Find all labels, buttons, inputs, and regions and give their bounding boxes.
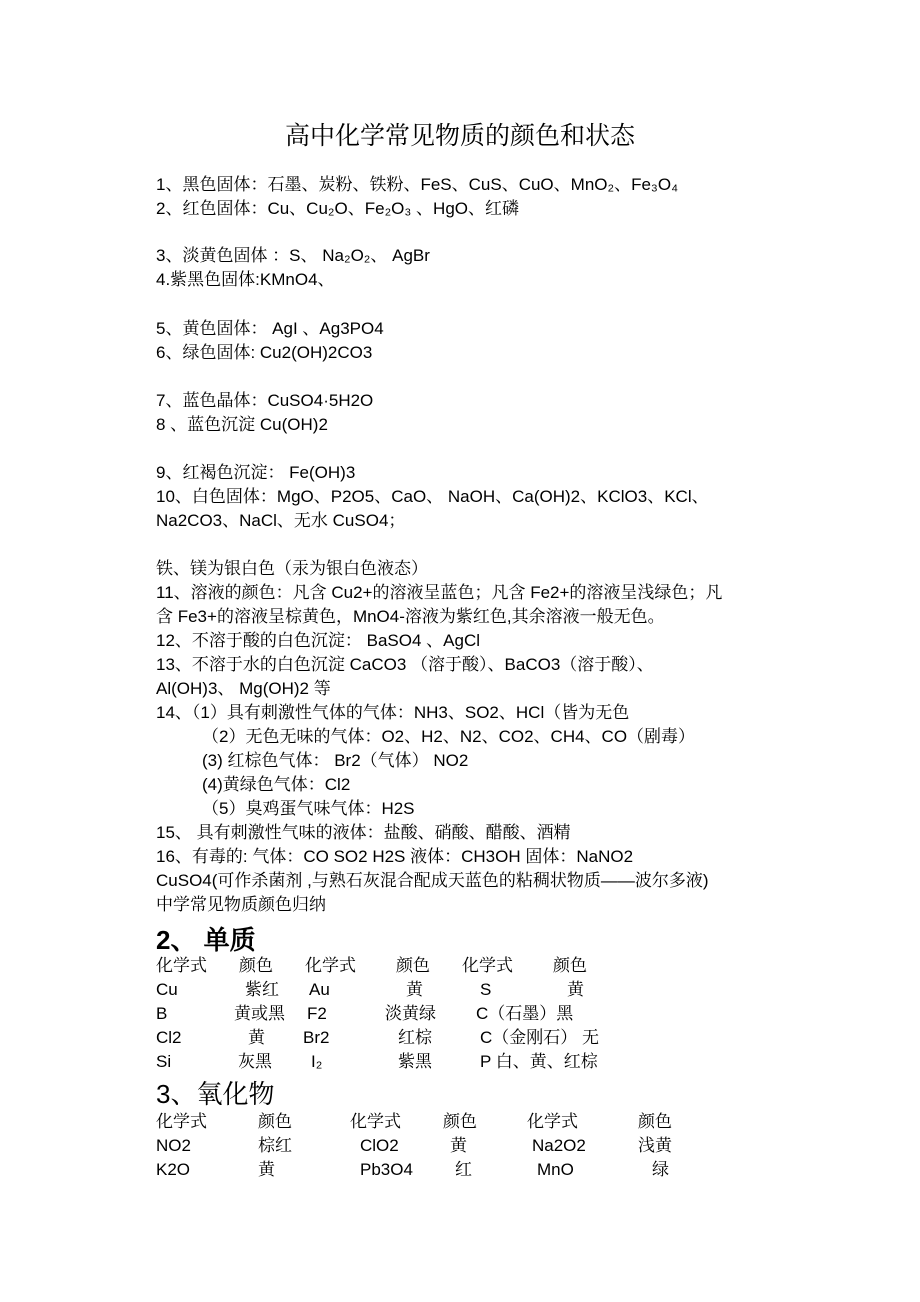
table-cell: F2: [307, 1004, 327, 1023]
table-cell: I₂: [311, 1052, 323, 1071]
text-line-13b: Al(OH)3、 Mg(OH)2 等: [156, 679, 331, 698]
table-header: 化学式: [462, 956, 513, 975]
table-header: 颜色: [553, 956, 587, 975]
text-line-15: 15、 具有刺激性气味的液体：盐酸、硝酸、醋酸、酒精: [156, 823, 571, 842]
table-cell: Au: [309, 980, 330, 999]
text-line-5: 5、黄色固体： AgI 、Ag3PO4: [156, 319, 384, 338]
text-line-14c: (3) 红棕色气体： Br2（气体） NO2: [202, 751, 469, 770]
table-header: 化学式: [305, 956, 356, 975]
table-header: 化学式: [350, 1112, 401, 1131]
table-cell: 黄: [567, 980, 584, 999]
text-line-10a: 10、白色固体：MgO、P2O5、CaO、 NaOH、Ca(OH)2、KClO3、KCl、: [156, 487, 709, 506]
text-line-7: 7、蓝色晶体：CuSO4·5H2O: [156, 391, 374, 410]
table-cell: 黄或黑: [234, 1004, 285, 1023]
table-header: 颜色: [239, 956, 273, 975]
table-cell: K2O: [156, 1160, 191, 1179]
table-header: 颜色: [396, 956, 430, 975]
text-line-14a: 14、（1）具有刺激性气体的气体：NH3、SO2、HCl（皆为无色: [156, 703, 630, 722]
table-cell: 黄: [248, 1028, 265, 1047]
section-2-heading: 2、 单质: [156, 925, 256, 955]
text-line-6: 6、绿色固体: Cu2(OH)2CO3: [156, 343, 373, 362]
table-cell: 红: [455, 1160, 472, 1179]
table-cell: MnO: [537, 1160, 574, 1179]
table-cell: 黄: [406, 980, 423, 999]
table-header: 颜色: [443, 1112, 477, 1131]
table-cell: 灰黑: [238, 1052, 272, 1071]
table-cell: 紫红: [245, 980, 279, 999]
table-cell: 绿: [652, 1160, 669, 1179]
table-cell: Br2: [303, 1028, 330, 1047]
table-cell: 黄: [450, 1136, 467, 1155]
table-cell: B: [156, 1004, 168, 1023]
table-cell: C（金刚石） 无: [480, 1028, 599, 1047]
text-line-1: 1、黑色固体：石墨、炭粉、铁粉、FeS、CuS、CuO、MnO₂、Fe₃O₄: [156, 175, 679, 194]
table-cell: 黄: [258, 1160, 275, 1179]
text-line-8: 8 、蓝色沉淀 Cu(OH)2: [156, 415, 328, 434]
table-header: 颜色: [258, 1112, 292, 1131]
text-line-iron: 铁、镁为银白色（汞为银白色液态）: [156, 559, 428, 578]
text-line-16a: 16、有毒的: 气体：CO SO2 H2S 液体：CH3OH 固体：NaNO2: [156, 847, 634, 866]
table-header: 化学式: [156, 1112, 207, 1131]
table-header: 化学式: [156, 956, 207, 975]
text-line-9: 9、红褐色沉淀： Fe(OH)3: [156, 463, 356, 482]
table-cell: Pb3O4: [360, 1160, 413, 1179]
text-line-14d: (4)黄绿色气体：Cl2: [202, 775, 351, 794]
table-cell: Cl2: [156, 1028, 182, 1047]
text-line-13a: 13、不溶于水的白色沉淀 CaCO3 （溶于酸）、BaCO3（溶于酸）、: [156, 655, 654, 674]
table-cell: C（石墨）黑: [476, 1004, 574, 1023]
text-line-12: 12、不溶于酸的白色沉淀： BaSO4 、AgCl: [156, 631, 481, 650]
page-title: 高中化学常见物质的颜色和状态: [284, 121, 635, 150]
table-cell: Cu: [156, 980, 178, 999]
table-cell: P 白、黄、红棕: [480, 1052, 598, 1071]
table-header: 化学式: [527, 1112, 578, 1131]
table-cell: Na2O2: [532, 1136, 586, 1155]
text-line-summary: 中学常见物质颜色归纳: [156, 895, 326, 914]
text-line-2: 2、红色固体：Cu、Cu₂O、Fe₂O₃ 、HgO、红磷: [156, 199, 520, 218]
table-cell: Si: [156, 1052, 172, 1071]
text-line-11a: 11、溶液的颜色：凡含 Cu2+的溶液呈蓝色；凡含 Fe2+的溶液呈浅绿色；凡: [156, 583, 723, 602]
text-line-14e: （5）臭鸡蛋气味气体：H2S: [202, 799, 415, 818]
table-cell: 棕红: [258, 1136, 292, 1155]
table-cell: NO2: [156, 1136, 191, 1155]
table-cell: 淡黄绿: [385, 1004, 436, 1023]
text-line-10b: Na2CO3、NaCl、无水 CuSO4；: [156, 511, 406, 530]
table-cell: 紫黑: [398, 1052, 432, 1071]
text-line-11b: 含 Fe3+的溶液呈棕黄色，MnO4-溶液为紫红色,其余溶液一般无色。: [156, 607, 665, 626]
text-line-14b: （2）无色无味的气体：O2、H2、N2、CO2、CH4、CO（剧毒）: [202, 727, 696, 746]
table-cell: 浅黄: [638, 1136, 672, 1155]
text-line-16b: CuSO4(可作杀菌剂 ,与熟石灰混合配成天蓝色的粘稠状物质——波尔多液): [156, 871, 709, 890]
table-cell: ClO2: [360, 1136, 399, 1155]
table-cell: S: [480, 980, 492, 999]
text-line-4: 4.紫黑色固体:KMnO4、: [156, 270, 335, 289]
table-cell: 红棕: [398, 1028, 432, 1047]
table-header: 颜色: [638, 1112, 672, 1131]
text-line-3: 3、淡黄色固体 ：S、 Na₂O₂、 AgBr: [156, 246, 430, 265]
section-3-heading: 3、氧化物: [156, 1079, 275, 1109]
